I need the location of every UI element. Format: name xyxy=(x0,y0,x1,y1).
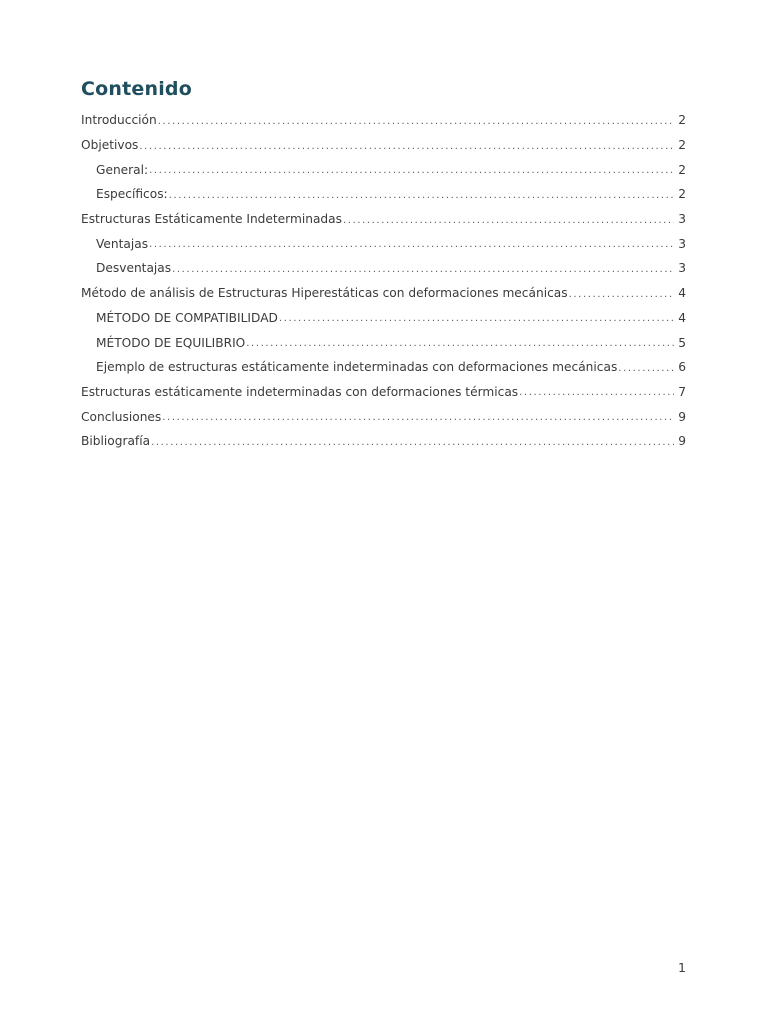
toc-entry-page: 6 xyxy=(678,360,686,375)
toc-entry-general[interactable] xyxy=(81,157,686,182)
toc-entry-metodo-equilibrio[interactable] xyxy=(81,330,686,355)
toc-entry-label: General: xyxy=(96,162,149,177)
toc-entry-bibliografia[interactable] xyxy=(81,429,686,454)
dot-leader xyxy=(139,141,674,152)
dot-leader xyxy=(279,313,674,324)
toc-entry-label: Bibliografía xyxy=(81,434,151,449)
toc-entry-label: Método de análisis de Estructuras Hiperestáticas con deformaciones mecánicas xyxy=(81,286,568,301)
toc-entry-especificos[interactable] xyxy=(81,182,686,207)
toc-entry-label: Conclusiones xyxy=(81,409,162,424)
dot-leader xyxy=(519,387,674,398)
dot-leader xyxy=(149,165,674,176)
toc-entry-page: 2 xyxy=(678,162,686,177)
dot-leader xyxy=(343,215,674,226)
dot-leader xyxy=(618,363,674,374)
dot-leader xyxy=(158,116,675,127)
toc-entry-label: Específicos: xyxy=(96,187,168,202)
toc-entry-label: Objetivos xyxy=(81,138,139,153)
toc-entry-label: MÉTODO DE EQUILIBRIO xyxy=(96,335,246,350)
toc-entry-label: Desventajas xyxy=(96,261,172,276)
toc-title: Contenido xyxy=(81,78,192,100)
toc-entry-page: 2 xyxy=(678,187,686,202)
page-number: 1 xyxy=(678,960,686,975)
toc-entry-page: 3 xyxy=(678,236,686,251)
toc-entry-page: 7 xyxy=(678,384,686,399)
toc-entry-page: 9 xyxy=(678,434,686,449)
toc-entry-deformaciones-termicas[interactable] xyxy=(81,380,686,405)
toc-entry-page: 2 xyxy=(678,138,686,153)
toc-entry-ventajas[interactable] xyxy=(81,231,686,256)
toc-entry-label: Introducción xyxy=(81,113,157,128)
toc-entry-label: Ventajas xyxy=(96,236,149,251)
toc-entry-introduccion[interactable] xyxy=(81,108,686,133)
table-of-contents xyxy=(81,108,686,454)
toc-entry-metodo-analisis[interactable] xyxy=(81,281,686,306)
dot-leader xyxy=(151,437,674,448)
toc-entry-page: 2 xyxy=(678,113,686,128)
toc-entry-label: MÉTODO DE COMPATIBILIDAD xyxy=(96,310,278,325)
dot-leader xyxy=(169,190,675,201)
toc-entry-page: 3 xyxy=(678,261,686,276)
toc-entry-estructuras-indeterminadas[interactable] xyxy=(81,207,686,232)
dot-leader xyxy=(569,289,675,300)
toc-entry-page: 4 xyxy=(678,310,686,325)
toc-entry-objetivos[interactable] xyxy=(81,133,686,158)
dot-leader xyxy=(149,239,674,250)
toc-entry-desventajas[interactable] xyxy=(81,256,686,281)
toc-entry-label: Ejemplo de estructuras estáticamente indeterminadas con deformaciones mecánicas xyxy=(96,360,618,375)
toc-entry-label: Estructuras Estáticamente Indeterminadas xyxy=(81,212,342,227)
toc-entry-page: 4 xyxy=(678,286,686,301)
dot-leader xyxy=(172,264,674,275)
dot-leader xyxy=(246,338,674,349)
dot-leader xyxy=(162,412,674,423)
toc-entry-conclusiones[interactable] xyxy=(81,404,686,429)
toc-entry-page: 5 xyxy=(678,335,686,350)
toc-entry-page: 9 xyxy=(678,409,686,424)
toc-entry-page: 3 xyxy=(678,212,686,227)
toc-entry-label: Estructuras estáticamente indeterminadas con deformaciones térmicas xyxy=(81,384,519,399)
toc-entry-ejemplo-estructuras[interactable] xyxy=(81,355,686,380)
toc-entry-metodo-compatibilidad[interactable] xyxy=(81,306,686,331)
